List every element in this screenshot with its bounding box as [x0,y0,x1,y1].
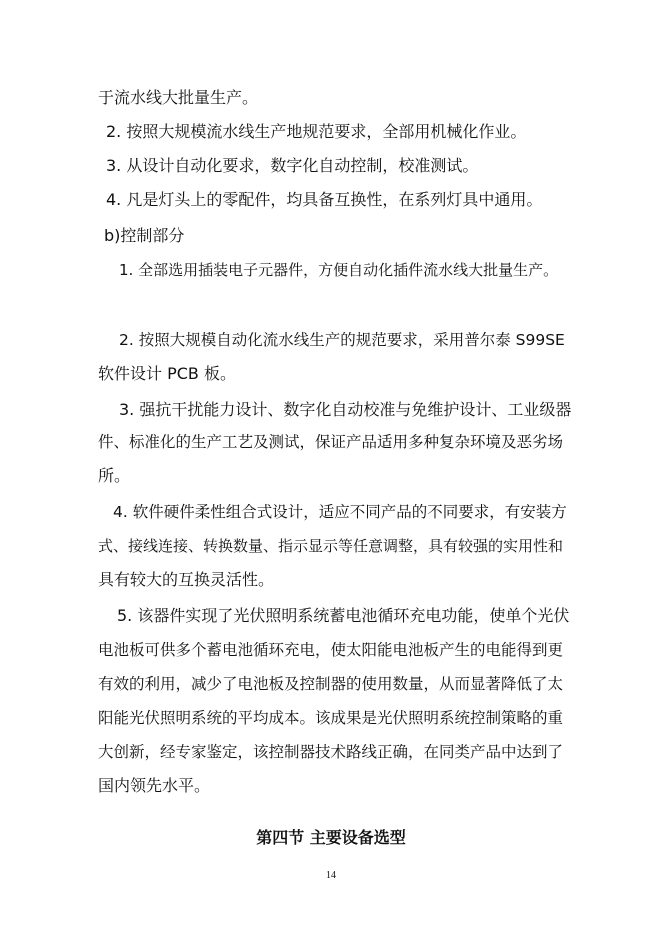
text-line-3: 3. 从设计自动化要求，数字化自动控制，校准测试。 [106,156,479,175]
text-line-18: 阳能光伏照明系统的平均成本。该成果是光伏照明系统控制策略的重 [98,709,564,727]
text-line-13: 式、接线连接、转换数量、指示显示等任意调整，具有较强的实用性和 [98,537,564,555]
text-line-12: 4. 软件硬件柔性组合式设计，适应不同产品的不同要求，有安装方 [113,503,567,521]
text-line-19: 大创新，经专家鉴定，该控制器技术路线正确，在同类产品中达到了 [98,743,564,761]
text-line-9: 3. 强抗干扰能力设计、数字化自动校准与免维护设计、工业级器 [119,400,572,419]
text-line-11: 所。 [98,466,131,485]
text-line-16: 电池板可供多个蓄电池循环充电，使太阳能电池板产生的电能得到更 [98,641,564,659]
text-line-17: 有效的利用，减少了电池板及控制器的使用数量，从而显著降低了太 [98,675,564,693]
text-line-14: 具有较大的互换灵活性。 [98,570,275,589]
text-line-2: 2. 按照大规模流水线生产地规范要求，全部用机械化作业。 [106,122,527,141]
text-line-4: 4. 凡是灯头上的零配件，均具备互换性，在系列灯具中通用。 [106,190,543,209]
text-line-5: b)控制部分 [104,226,185,245]
text-line-8: 软件设计 PCB 板。 [98,364,236,383]
page-number: 14 [326,870,336,881]
text-line-20: 国内领先水平。 [98,776,211,795]
section-heading: 第四节 主要设备选型 [256,828,406,847]
text-line-15: 5. 该器件实现了光伏照明系统蓄电池循环充电功能，使单个光伏 [117,606,570,625]
text-line-1: 于流水线大批量生产。 [98,88,259,107]
text-line-7: 2. 按照大规模自动化流水线生产的规范要求，采用普尔泰 S99SE [119,331,565,349]
text-line-10: 件、标准化的生产工艺及测试，保证产品适用多种复杂环境及恶劣场 [98,433,564,451]
text-line-6: 1. 全部选用插装电子元器件，方便自动化插件流水线大批量生产。 [119,261,559,279]
